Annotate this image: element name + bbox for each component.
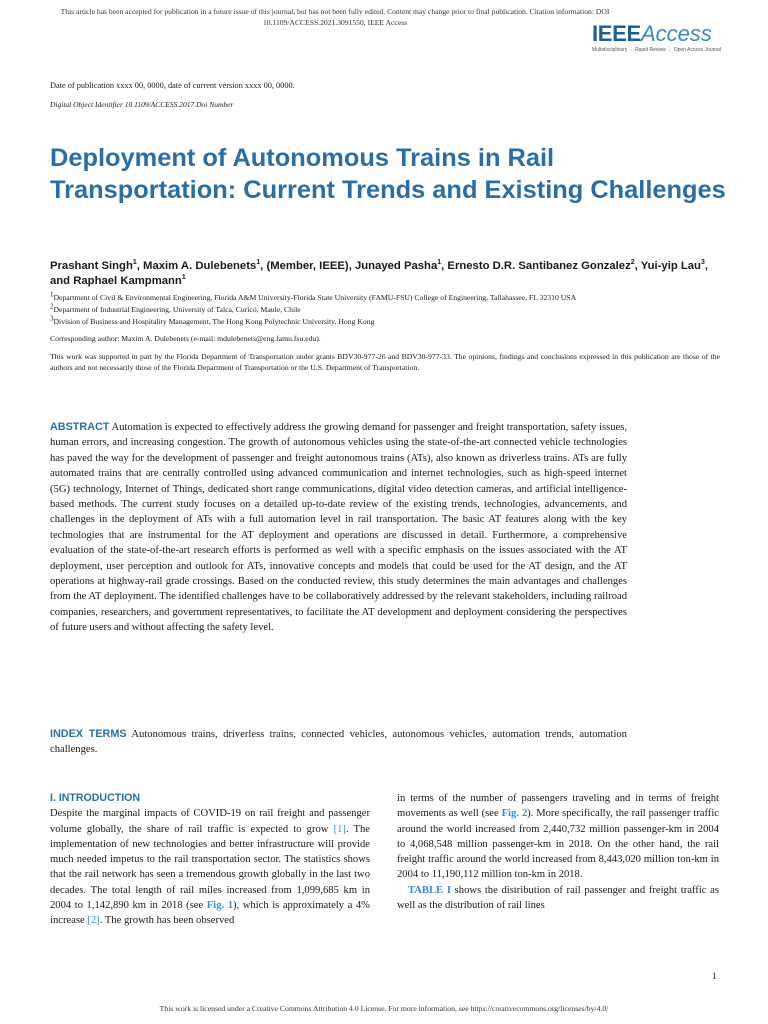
accepted-article-banner: This article has been accepted for publication in a future issue of this journal, but has not been fully edited. Content may change prior to final publication. Citation information: DOI 10.1109/ACCESS.2021.3091550, IEEE Access [60,7,610,27]
body-column-right [397,791,719,913]
affiliation-mark: 3 [50,314,54,323]
author-name: Raphael Kampmann [73,274,182,287]
affiliation-text: Division of Business and Hospitality Management, The Hong Kong Polytechnic University, Hong Kong [53,317,375,326]
abstract [50,420,627,636]
citation-link[interactable]: [2] [87,915,100,927]
author-affiliation-mark: 1 [256,259,261,267]
citation-link[interactable]: [1] [333,823,346,835]
author-list [50,259,730,288]
figure-link[interactable]: Fig. 2 [501,808,528,820]
body-text: ). More specifically, the rail passenger traffic around the world increased from 2,440,732 million passenger-km in 2004 to 4,068,548 million passenger-km in 2018. On the other hand, the rail freight traffic around the world increased from 8,443,020 million ton-km in 2004 to 11,190,112 million ton-km in 2018. [397,808,719,881]
doi-line: Digital Object Identifier 10.1109/ACCESS.2017.Doi Number [50,100,234,109]
figure-link[interactable]: Fig. 1 [206,900,234,912]
author-name: Junayed Pasha [354,260,438,272]
affiliation-mark: 2 [50,302,54,311]
author-separator: , [136,260,144,272]
page-number: 1 [712,972,717,982]
body-text: Despite the marginal impacts of COVID-19 on rail freight and passenger volume globally, the share of rail traffic is expected to grow [50,808,370,835]
abstract-label: ABSTRACT [50,421,110,433]
index-terms [50,727,627,758]
author-affiliation-mark: 2 [630,259,635,267]
author-name: Ernesto D.R. Santibanez Gonzalez [447,260,631,272]
body-text: . The growth has been observed [99,915,235,927]
corresponding-author: Corresponding author: Maxim A. Dulebenets (e-mail: mdulebenets@eng.famu.fsu.edu). [50,334,321,343]
affiliation-text: Department of Civil & Environmental Engineering, Florida A&M University-Florida State University (FAMU-FSU) College of Engineering, Tallahassee, FL 32310 USA [53,293,577,302]
body-column-left [50,791,370,929]
section-heading: I. INTRODUCTION [50,792,141,804]
author-affiliation-mark: 3 [700,259,705,267]
abstract-text: Automation is expected to effectively address the growing demand for passenger and freight transportation, safety issues, human errors, and increasing congestion. The growth of autonomous vehicles using the state-of-the-art connected vehicle technologies has paved the way for the development of passenger and freight autonomous trains (ATs), also known as driverless trains. ATs are fully automated trains that are centrally controlled using advanced communication and internet technologies, such as high-speed internet (5G) technology, Internet of Things, dedicated short range communications, digital video detection cameras, and artificial intelligence-based methods. The current study focuses on a detailed up-to-date review of the existing trends, technologies, advancements, and challenges in the deployment of ATs with a full automation level in rail transportation. The basic AT features along with the key technologies that are instrumental for the AT deployment and operations are discussed in detail. Furthermore, a comprehensive evaluation of the state-of-the-art research efforts is performed as well with a specific emphasis on the issues associated with the AT deployment, user perception and outlook for ATs, innovative concepts and models that could be used for the AT design, and the AT operations at highway-rail grade crossings. Based on the conducted review, this study determines the main advantages and challenges from the AT deployment. The identified challenges have to be collaboratively addressed by the relevant stakeholders, including railroad companies, researchers, and government representatives, to facilitate the AT development and deployment considering the perspectives of future users and without affecting the safety level. [50,422,627,634]
author-affiliation-mark: 1 [132,259,137,267]
author-name: Maxim A. Dulebenets [143,260,257,272]
author-separator: , [634,260,641,272]
author-name: Prashant Singh [50,260,133,272]
logo-brand: IEEE [592,21,641,46]
funding-note: This work was supported in part by the Florida Department of Transportation under grants BDV30-977-26 and BDV30-977-33. The opinions, findings and conclusions expressed in this publication are those of the authors and not necessarily those of the Florida Department of Transportation or the U.S. Department of Transportation. [50,352,720,372]
affiliation-mark: 1 [50,290,54,299]
index-terms-label: INDEX TERMS [50,728,127,740]
author-separator: , [441,260,448,272]
affiliation-text: Department of Industrial Engineering, University of Talca, Curicó, Maule, Chile [53,305,301,314]
affiliation [50,290,730,303]
body-text: in terms of the number of passengers traveling and in terms of freight movements as well (see [397,793,719,820]
paper-title: Deployment of Autonomous Trains in Rail Transportation: Current Trends and Existing Challenges [50,144,726,204]
license-footer: This work is licensed under a Creative Commons Attribution 4.0 License. For more information, see https://creativecommons.org/licenses/by/4.0/ [159,1004,609,1013]
logo-product: Access [640,21,712,46]
body-text: shows the distribution of rail passenger and freight traffic as well as the distribution of rail lines [397,884,719,912]
affiliation [50,314,730,327]
publication-date: Date of publication xxxx 00, 0000, date of current version xxxx 00, 0000. [50,81,295,90]
author-separator: , and [50,260,709,287]
table-link[interactable]: TABLE I [408,884,451,896]
author-separator: , (Member, IEEE), [260,260,355,272]
body-text: ), which is approximately a 4% increase [50,900,370,927]
author-name: Yui-yip Lau [640,260,701,272]
author-affiliation-mark: 1 [437,259,442,267]
ieee-access-logo [592,22,742,54]
body-text: . The implementation of new technologies and better infrastructure will provide much needed impetus to the rail transportation sector. The statistics shows that the rail network has seen a tremendous growth globally in the last two decades. The total length of rail miles increased from 1,099,685 km in 2004 to 1,142,890 km in 2018 (see [50,823,370,912]
affiliation [50,302,730,315]
index-terms-text: Autonomous trains, driverless trains, connected vehicles, autonomous vehicles, automation trends, automation challenges. [50,729,627,756]
author-affiliation-mark: 1 [181,273,186,281]
logo-tagline: Multidisciplinary ⋮ Rapid Review ⋮ Open Access Journal [592,47,721,53]
